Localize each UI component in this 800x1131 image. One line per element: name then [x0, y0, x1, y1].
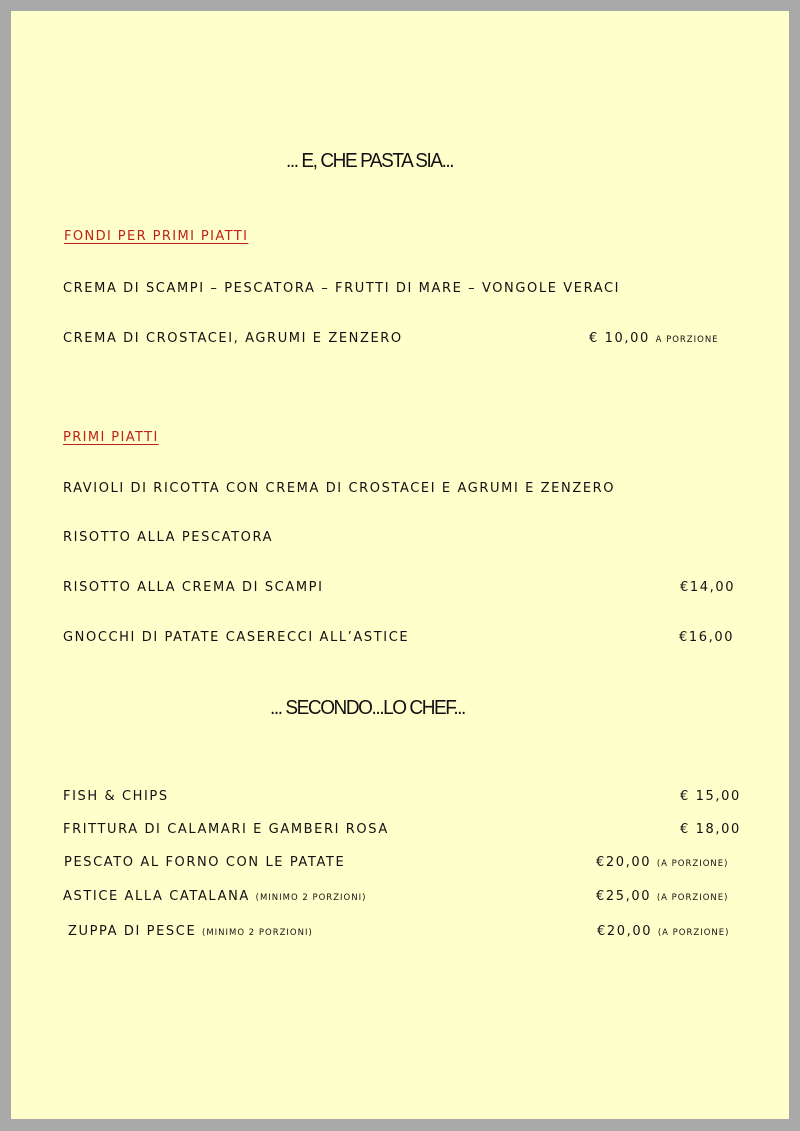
menu-item-name: RAVIOLI DI RICOTTA CON CREMA DI CROSTACEI E AGRUMI E ZENZERO	[63, 481, 616, 496]
price-note: (A PORZIONE)	[657, 928, 730, 938]
item-name-text: ASTICE ALLA CATALANA	[63, 889, 250, 904]
price-note: (A PORZIONE)	[656, 859, 729, 869]
menu-item-name: CREMA DI SCAMPI – PESCATORA – FRUTTI DI MARE – VONGOLE VERACI	[63, 281, 621, 296]
menu-item-name: GNOCCHI DI PATATE CASERECCI ALL’ASTICE	[63, 630, 410, 645]
price-value: € 10,00	[589, 331, 650, 346]
menu-item-name: FISH & CHIPS	[63, 789, 169, 804]
menu-item-price	[589, 331, 719, 346]
price-value: €25,00	[596, 889, 652, 904]
menu-item-name: PESCATO AL FORNO CON LE PATATE	[64, 855, 346, 870]
item-name-note: (MINIMO 2 PORZIONI)	[202, 928, 313, 938]
menu-item-name: CREMA DI CROSTACEI, AGRUMI E ZENZERO	[63, 331, 403, 346]
item-name-text: ZUPPA DI PESCE	[68, 924, 197, 939]
section-title-primi: PRIMI PIATTI	[63, 430, 159, 445]
heading-pasta: ... E, CHE PASTA SIA...	[286, 150, 454, 172]
menu-item-name: FRITTURA DI CALAMARI E GAMBERI ROSA	[63, 822, 389, 837]
menu-item-name	[68, 924, 313, 939]
price-value: €20,00	[596, 855, 652, 870]
price-note: A PORZIONE	[655, 335, 719, 345]
price-value: €20,00	[597, 924, 653, 939]
menu-item-price: € 18,00	[680, 822, 741, 837]
menu-item-price	[597, 924, 729, 939]
section-title-fondi: FONDI PER PRIMI PIATTI	[64, 229, 249, 244]
menu-item-name: RISOTTO ALLA PESCATORA	[63, 530, 274, 545]
menu-item-price	[596, 889, 728, 904]
menu-item-price	[596, 855, 728, 870]
menu-item-price: €14,00	[680, 580, 736, 595]
menu-item-name	[63, 889, 366, 904]
heading-secondo: ... SECONDO...LO CHEF...	[270, 697, 465, 719]
menu-page	[11, 11, 789, 1119]
menu-item-name: RISOTTO ALLA CREMA DI SCAMPI	[63, 580, 324, 595]
menu-item-price: € 15,00	[680, 789, 741, 804]
price-note: (A PORZIONE)	[656, 893, 729, 903]
item-name-note: (MINIMO 2 PORZIONI)	[255, 893, 367, 903]
menu-item-price: €16,00	[679, 630, 735, 645]
